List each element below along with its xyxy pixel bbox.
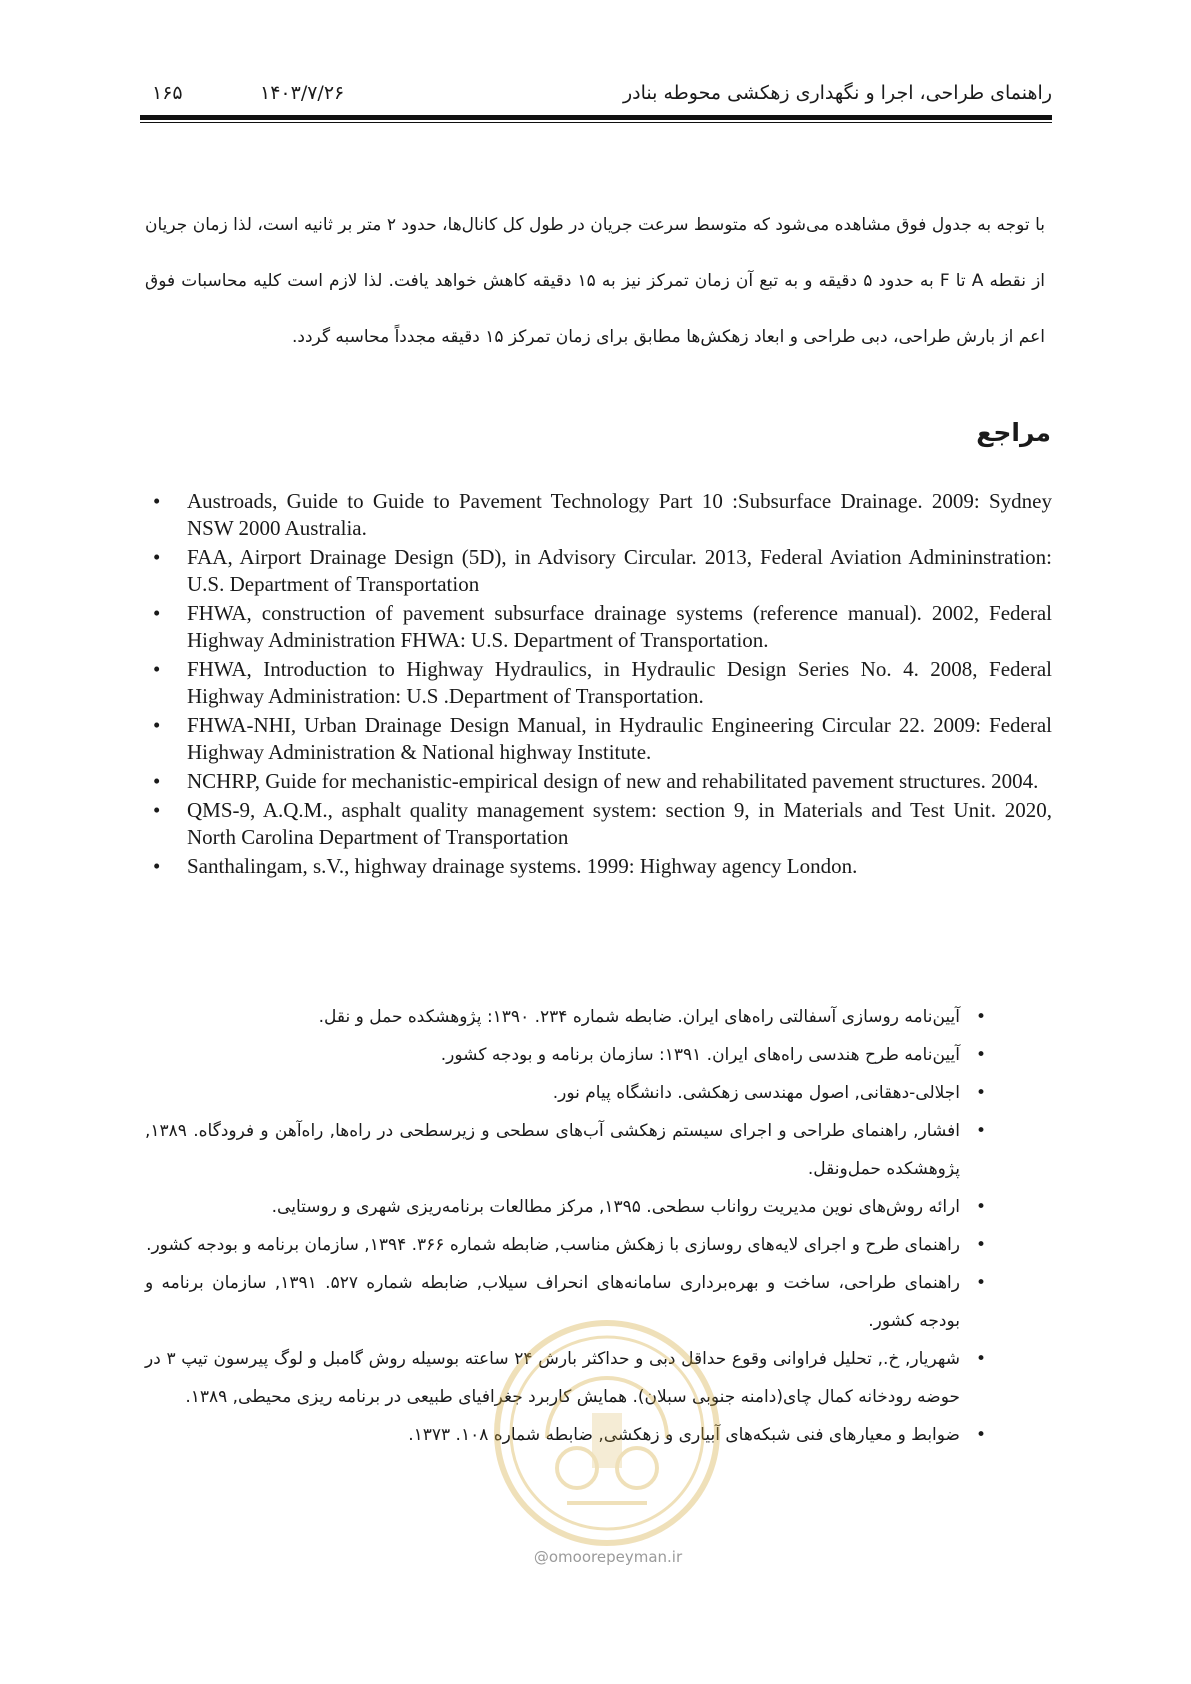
bullet-icon: • <box>153 854 161 878</box>
page-number: ۱۶۵ <box>152 82 183 104</box>
reference-text: ضوابط و معیارهای فنی شبکه‌های آبیاری و زهکشی, ضابطه شماره ۱۰۸. ۱۳۷۳. <box>408 1425 960 1445</box>
reference-text: QMS-9, A.Q.M., asphalt quality management system: section 9, in Materials and Test Unit. 2020, North Carolina Department of Transportation <box>187 798 1052 849</box>
bullet-icon: • <box>153 545 161 569</box>
header-rule-thick <box>140 115 1052 120</box>
page-header <box>140 76 1052 116</box>
reference-item <box>145 797 1052 851</box>
reference-text: افشار, راهنمای طراحی و اجرای سیستم زهکشی آب‌های سطحی و زیرسطحی در راه‌ها, راه‌آهن و فرودگاه. ۱۳۸۹, پژوهشکده حمل‌ونقل. <box>145 1121 960 1179</box>
watermark-site-text: @omoorepeyman.ir <box>533 1548 683 1566</box>
reference-item <box>145 853 1052 880</box>
reference-item <box>145 1112 990 1188</box>
reference-item <box>145 712 1052 766</box>
bullet-icon: • <box>975 1349 986 1369</box>
english-references-list <box>145 488 1052 882</box>
reference-item <box>145 1188 990 1226</box>
reference-item <box>145 1226 990 1264</box>
reference-item <box>145 544 1052 598</box>
bullet-icon: • <box>975 1273 986 1293</box>
bullet-icon: • <box>975 1121 986 1141</box>
bullet-icon: • <box>153 713 161 737</box>
body-paragraph: با توجه به جدول فوق مشاهده می‌شود که متوسط سرعت جریان در طول کل کانال‌ها، حدود ۲ متر بر ثانیه است، لذا زمان جریان از نقطه A تا F به حدود ۵ دقیقه و به تبع آن زمان تمرکز نیز به ۱۵ دقیقه کاهش خواهد یافت. لذا لازم است کلیه محاسبات فوق اعم از بارش طراحی، دبی طراحی و ابعاد زهکش‌ها مطابق برای زمان تمرکز ۱۵ دقیقه مجدداً محاسبه گردد. <box>145 215 1046 347</box>
header-date: ۱۴۰۳/۷/۲۶ <box>260 82 345 104</box>
reference-text: راهنمای طرح و اجرای لایه‌های روسازی با زهکش مناسب, ضابطه شماره ۳۶۶. ۱۳۹۴, سازمان برنامه و بودجه کشور. <box>146 1235 960 1255</box>
reference-text: NCHRP, Guide for mechanistic-empirical design of new and rehabilitated pavement structures. 2004. <box>187 769 1039 793</box>
bullet-icon: • <box>153 657 161 681</box>
reference-item <box>145 768 1052 795</box>
reference-item <box>145 1036 990 1074</box>
reference-text: FHWA-NHI, Urban Drainage Design Manual, in Hydraulic Engineering Circular 22. 2009: Federal Highway Administration & National highway Institute. <box>187 713 1052 764</box>
bullet-icon: • <box>975 1235 986 1255</box>
reference-text: اجلالی-دهقانی, اصول مهندسی زهکشی. دانشگاه پیام نور. <box>552 1083 960 1103</box>
reference-item <box>145 488 1052 542</box>
reference-text: راهنمای طراحی، ساخت و بهره‌برداری سامانه‌های انحراف سیلاب, ضابطه شماره ۵۲۷. ۱۳۹۱, سازمان برنامه و بودجه کشور. <box>145 1273 960 1331</box>
reference-item <box>145 1074 990 1112</box>
bullet-icon: • <box>975 1045 986 1065</box>
bullet-icon: • <box>975 1425 986 1445</box>
reference-text: Santhalingam, s.V., highway drainage systems. 1999: Highway agency London. <box>187 854 858 878</box>
bullet-icon: • <box>975 1007 986 1027</box>
bullet-icon: • <box>153 489 161 513</box>
bullet-icon: • <box>153 798 161 822</box>
bullet-icon: • <box>975 1083 986 1103</box>
bullet-icon: • <box>975 1197 986 1217</box>
bullet-icon: • <box>153 769 161 793</box>
references-heading: مراجع <box>976 418 1051 447</box>
reference-item <box>145 998 990 1036</box>
reference-text: آیین‌نامه طرح هندسی راه‌های ایران. ۱۳۹۱: سازمان برنامه و بودجه کشور. <box>440 1045 960 1065</box>
reference-item <box>145 656 1052 710</box>
header-rule-thin <box>140 122 1052 123</box>
reference-text: FHWA, Introduction to Highway Hydraulics, in Hydraulic Design Series No. 4. 2008, Federal Highway Administration: U.S .Department of Transportation. <box>187 657 1052 708</box>
reference-text: آیین‌نامه روسازی آسفالتی راه‌های ایران. ضابطه شماره ۲۳۴. ۱۳۹۰: پژوهشکده حمل و نقل. <box>318 1007 960 1027</box>
bullet-icon: • <box>153 601 161 625</box>
reference-text: ارائه روش‌های نوین مدیریت رواناب سطحی. ۱۳۹۵, مرکز مطالعات برنامه‌ریزی شهری و روستایی. <box>271 1197 960 1217</box>
document-title: راهنمای طراحی، اجرا و نگهداری زهکشی محوطه بنادر <box>622 82 1052 104</box>
reference-text: شهریار, خ., تحلیل فراوانی وقوع حداقل دبی و حداکثر بارش ۲۴ ساعته بوسیله روش گامبل و لوگ پیرسون تیپ ۳ در حوضه رودخانه کمال چای(دامنه جنوبی سبلان). همایش کاربرد جغرافیای طبیعی در برنامه ریزی محیطی, ۱۳۸۹. <box>145 1349 961 1407</box>
reference-item <box>145 600 1052 654</box>
reference-text: FAA, Airport Drainage Design (5D), in Advisory Circular. 2013, Federal Aviation Admininstration: U.S. Department of Transportation <box>187 545 1052 596</box>
reference-text: FHWA, construction of pavement subsurface drainage systems (reference manual). 2002, Federal Highway Administration FHWA: U.S. Department of Transportation. <box>187 601 1052 652</box>
reference-text: Austroads, Guide to Guide to Pavement Technology Part 10 :Subsurface Drainage. 2009: Sydney NSW 2000 Australia. <box>187 489 1052 540</box>
watermark-seal-icon <box>492 1318 722 1548</box>
